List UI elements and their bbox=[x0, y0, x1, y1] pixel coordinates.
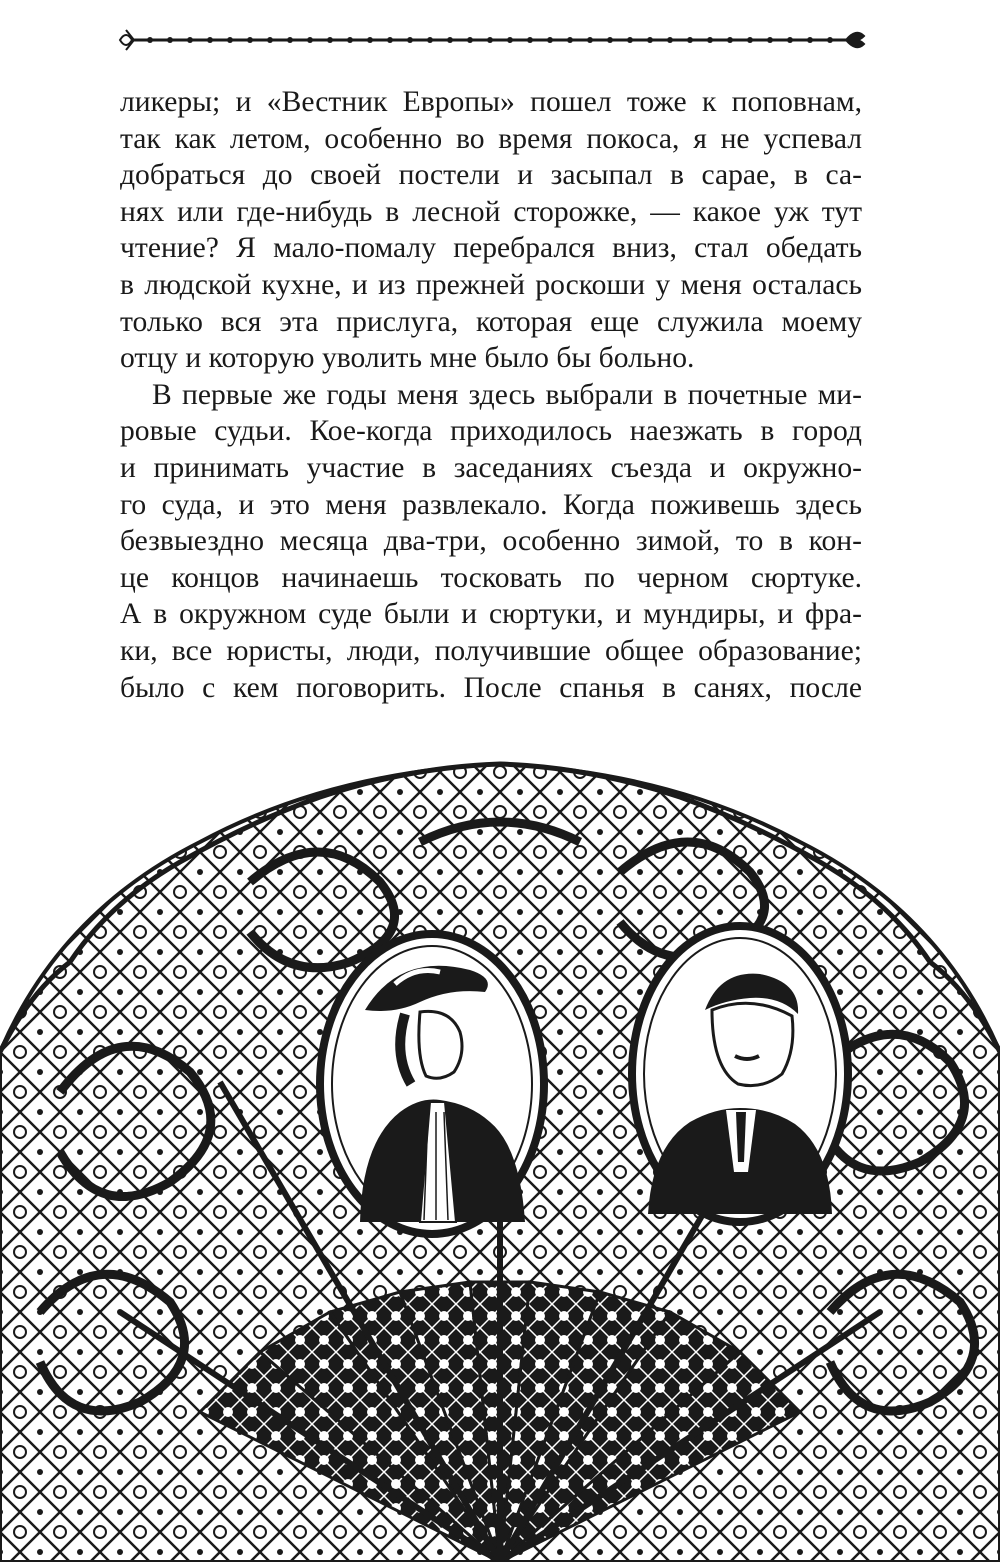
text-line: ровые судьи. Кое-когда приходилось наезжать в город bbox=[120, 415, 862, 448]
text-line: безвыездно месяца два-три, особенно зимой, то в кон- bbox=[120, 525, 862, 558]
body-text bbox=[120, 84, 862, 706]
lace-fan-illustration bbox=[0, 752, 1000, 1562]
text-line: отцу и которую уволить мне было бы больно. bbox=[120, 342, 695, 375]
paragraph-2 bbox=[120, 377, 862, 706]
text-line: чтение? Я мало-помалу перебрался вниз, стал обедать bbox=[120, 232, 862, 265]
text-line: в людской кухне, и из прежней роскоши у меня осталась bbox=[120, 268, 862, 301]
text-line: добраться до своей постели и засыпал в сарае, в са- bbox=[120, 159, 862, 192]
text-line: только вся эта прислуга, которая еще служила моему bbox=[120, 305, 862, 338]
text-line: В первые же годы меня здесь выбрали в почетные ми- bbox=[152, 378, 862, 411]
text-line: ликеры; и «Вестник Европы» пошел тоже к поповнам, bbox=[120, 86, 862, 118]
paragraph-1 bbox=[120, 84, 862, 377]
text-line: и принимать участие в заседаниях съезда и окружно- bbox=[120, 451, 862, 484]
text-line: нях или где-нибудь в лесной сторожке, — какое уж тут bbox=[120, 195, 862, 228]
portrait-man bbox=[632, 926, 848, 1222]
text-line: было с кем поговорить. После спанья в санях, после bbox=[120, 671, 862, 704]
text-line: так как летом, особенно во время покоса, я не успевал bbox=[120, 122, 862, 155]
text-line: А в окружном суде были и сюртуки, и мундиры, и фра- bbox=[120, 598, 862, 631]
text-line: го суда, и это меня развлекало. Когда поживешь здесь bbox=[120, 488, 862, 521]
portrait-woman bbox=[320, 934, 544, 1234]
text-line: це концов начинаешь тосковать по черном сюртуке. bbox=[120, 561, 862, 594]
decorative-top-rule bbox=[110, 22, 870, 58]
text-line: ки, все юристы, люди, получившие общее образование; bbox=[120, 634, 862, 667]
